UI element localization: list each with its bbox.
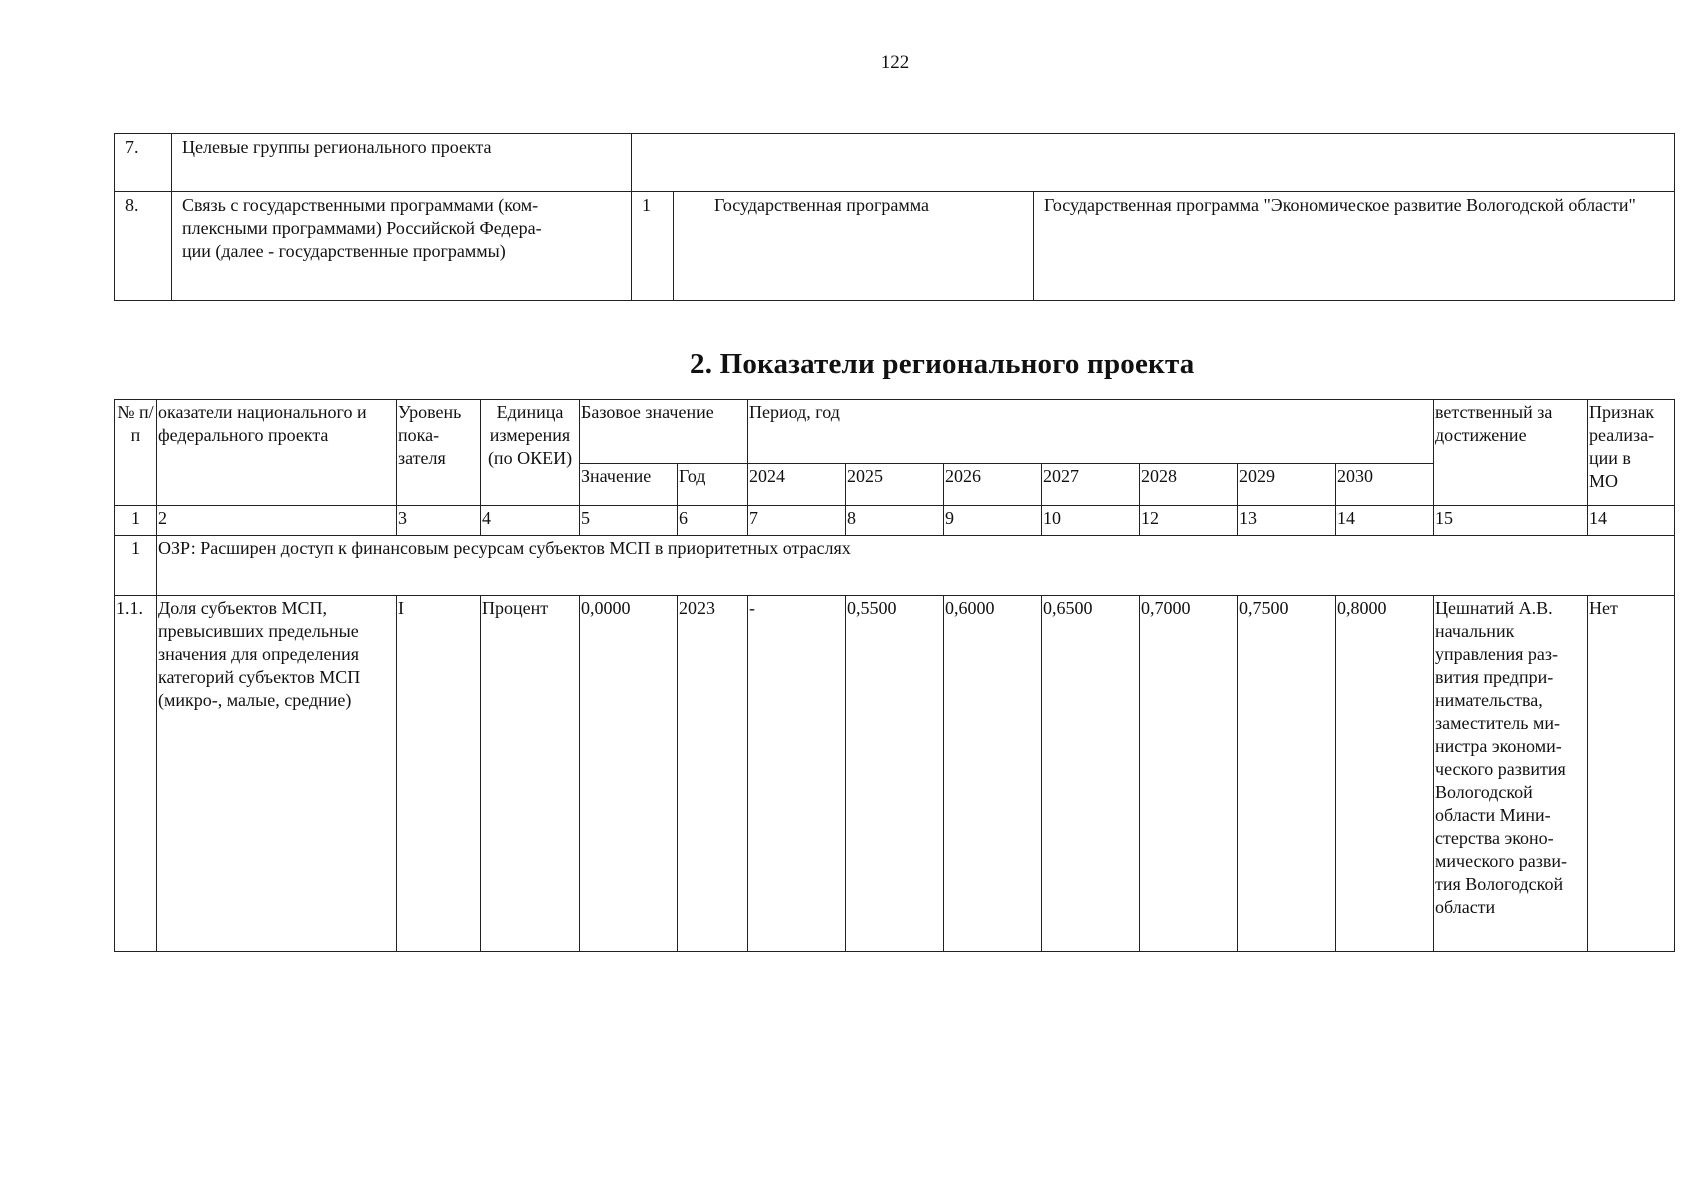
header-row [115, 400, 1675, 464]
header-mo: Признак реализа- ции в МО [1588, 400, 1675, 506]
year-value: 0,7000 [1140, 596, 1238, 952]
year-value: 0,7500 [1238, 596, 1336, 952]
responsible-person: Цешнатий А.В. начальник управления раз- вития предпри- нимательства, заместитель ми- нистра экономи- ческого развития Вологодской области Мини- стерства эконо- мического разви- тия Вологодской области [1434, 596, 1588, 952]
goal-text: ОЗР: Расширен доступ к финансовым ресурсам субъектов МСП в приоритетных отраслях [157, 536, 1675, 596]
table-row [115, 134, 1675, 192]
column-number: 3 [397, 506, 481, 536]
header-year: 2030 [1336, 464, 1434, 506]
goal-number: 1 [115, 536, 157, 596]
row-number: 8. [115, 192, 172, 301]
header-level: Уровень пока- зателя [397, 400, 481, 506]
column-number: 1 [115, 506, 157, 536]
header-year: 2028 [1140, 464, 1238, 506]
indicators-table [114, 399, 1675, 952]
header-period: Период, год [748, 400, 1434, 464]
header-indicator: оказатели национального и федерального проекта [157, 400, 397, 506]
program-type: Государственная программа [674, 192, 1034, 301]
row-label: Связь с государственными программами (ком- плексными программами) Российской Федера- ции (далее - государственные программы) [172, 192, 632, 301]
year-value: 0,5500 [846, 596, 944, 952]
year-value: 0,8000 [1336, 596, 1434, 952]
column-number: 15 [1434, 506, 1588, 536]
row-number: 7. [115, 134, 172, 192]
column-number: 6 [678, 506, 748, 536]
year-value: 0,6000 [944, 596, 1042, 952]
column-number: 13 [1238, 506, 1336, 536]
year-value: - [748, 596, 846, 952]
column-number: 12 [1140, 506, 1238, 536]
header-responsible: ветственный за достижение [1434, 400, 1588, 506]
year-value: 0,6500 [1042, 596, 1140, 952]
header-year: 2026 [944, 464, 1042, 506]
indicator-name: Доля субъектов МСП, превысивших предельные значения для определения категорий субъектов МСП (микро-, малые, средние) [157, 596, 397, 952]
table-row [115, 596, 1675, 952]
column-number: 9 [944, 506, 1042, 536]
row-number: 1.1. [115, 596, 157, 952]
table-row [115, 192, 1675, 301]
base-value: 0,0000 [580, 596, 678, 952]
header-year: 2027 [1042, 464, 1140, 506]
program-name: Государственная программа "Экономическое развитие Вологодской области" [1034, 192, 1675, 301]
column-number-row [115, 506, 1675, 536]
row-value-empty [632, 134, 1675, 192]
section-title: 2. Показатели регионального проекта [690, 348, 1195, 380]
item-number: 1 [632, 192, 674, 301]
column-number: 2 [157, 506, 397, 536]
header-year: 2024 [748, 464, 846, 506]
goal-row [115, 536, 1675, 596]
column-number: 5 [580, 506, 678, 536]
row-label: Целевые группы регионального проекта [172, 134, 632, 192]
page-number: 122 [880, 52, 910, 73]
header-base-value: Значение [580, 464, 678, 506]
header-base: Базовое значение [580, 400, 748, 464]
program-passport-table [114, 133, 1675, 301]
column-number: 7 [748, 506, 846, 536]
indicator-level: I [397, 596, 481, 952]
column-number: 10 [1042, 506, 1140, 536]
mo-flag: Нет [1588, 596, 1675, 952]
column-number: 4 [481, 506, 580, 536]
column-number: 8 [846, 506, 944, 536]
column-number: 14 [1588, 506, 1675, 536]
base-year: 2023 [678, 596, 748, 952]
header-unit: Единица измерения (по ОКЕИ) [481, 400, 580, 506]
column-number: 14 [1336, 506, 1434, 536]
header-year: 2025 [846, 464, 944, 506]
header-num: № п/п [115, 400, 157, 506]
header-base-year: Год [678, 464, 748, 506]
indicator-unit: Процент [481, 596, 580, 952]
header-year: 2029 [1238, 464, 1336, 506]
